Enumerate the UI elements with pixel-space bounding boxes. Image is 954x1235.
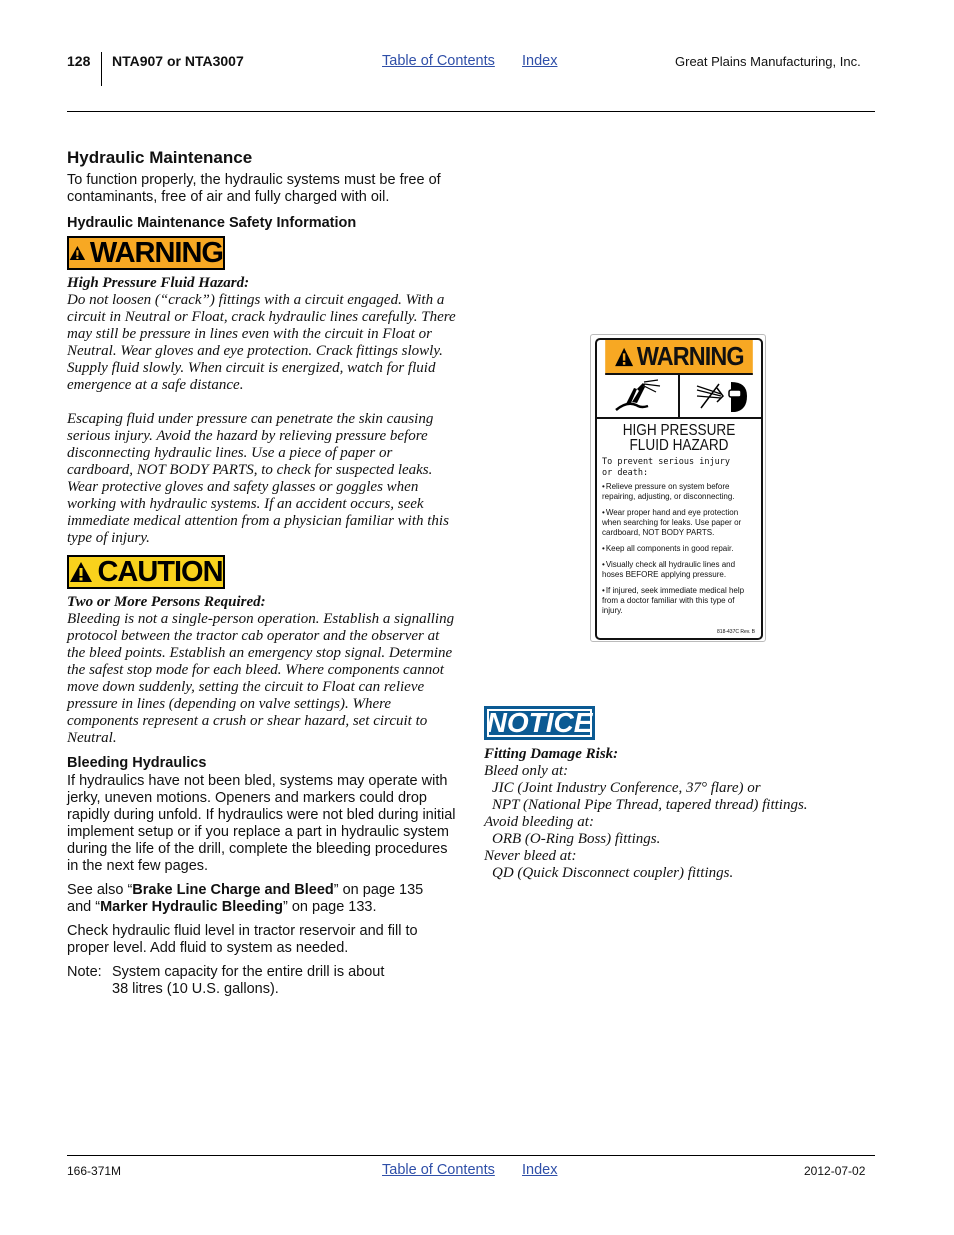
- decal-pictograms: [597, 375, 761, 419]
- header-rule: [67, 111, 875, 112]
- and-prefix: and “: [67, 899, 101, 915]
- part-number: 166-371M: [67, 1164, 122, 1178]
- warning-para-2: Escaping fluid under pressure can penetrate the skin causing serious injury. Avoid the hazard by relieving pressure before disconnecting hydraulic lines. Use a piece of paper or cardboard, NOT BODY PARTS, to check for suspected leaks. Wear protective gloves and safety glasses or goggles when working with hydraulic systems. If an accident occurs, seek immediate medical attention from a physician familiar with this type of injury.: [67, 411, 449, 546]
- note-line-2: 38 litres (10 U.S. gallons).: [112, 981, 279, 997]
- company-name: Great Plains Manufacturing, Inc.: [675, 54, 861, 69]
- ref-brake-suffix: ” on page 135: [333, 882, 424, 898]
- decal-heading-1: HIGH PRESSURE: [622, 422, 736, 439]
- caution-label: CAUTION: [97, 555, 223, 588]
- doc-title: NTA907 or NTA3007: [112, 53, 244, 69]
- section-title: Hydraulic Maintenance: [67, 148, 253, 167]
- footer-date: 2012-07-02: [804, 1164, 866, 1178]
- footer-index-link[interactable]: Index: [522, 1162, 558, 1178]
- decal-heading-2: FLUID HAZARD: [629, 437, 729, 454]
- decal-item: • Keep all components in good repair.: [602, 544, 757, 554]
- eye-protection-icon: [691, 376, 751, 416]
- notice-title: Fitting Damage Risk:: [484, 746, 619, 762]
- decal-signal-label: WARNING: [636, 341, 744, 371]
- caution-signal-word: [67, 555, 225, 589]
- decal-signal-word: [605, 340, 753, 375]
- caution-title: Two or More Persons Required:: [67, 594, 266, 610]
- caution-triangle-icon: [69, 561, 93, 583]
- note: [67, 964, 457, 998]
- decal-heading: [609, 423, 748, 453]
- ref-brake-line[interactable]: Brake Line Charge and Bleed: [132, 882, 334, 898]
- left-column: [67, 148, 457, 998]
- notice-signal-word: NOTICE: [484, 706, 595, 740]
- decal-lead-2: or death:: [602, 468, 649, 478]
- decal-item: • Wear proper hand and eye protection when searching for leaks. Use paper or cardboard, NOT BODY PARTS.: [602, 508, 757, 538]
- decal-pic-hand: [597, 375, 678, 417]
- right-column: [484, 706, 884, 882]
- footer-toc-link[interactable]: Table of Contents: [382, 1162, 495, 1178]
- warning-signal-word: [67, 236, 225, 270]
- notice-orb: ORB (O-Ring Boss) fittings.: [492, 831, 661, 847]
- section-intro: To function properly, the hydraulic systems must be free of contaminants, free of air and fully charged with oil.: [67, 172, 441, 205]
- notice-jic: JIC (Joint Industry Conference, 37° flare) or: [492, 780, 761, 796]
- decal-list: [602, 482, 757, 616]
- header-toc-link[interactable]: Table of Contents: [382, 53, 495, 69]
- notice-npt: NPT (National Pipe Thread, tapered thread) fittings.: [492, 797, 808, 813]
- warning-triangle-icon: [69, 242, 86, 264]
- decal-pic-goggles: [678, 375, 761, 417]
- see-also-para: [67, 882, 457, 916]
- decal-lead: [602, 457, 761, 479]
- decal-item: • If injured, seek immediate medical help from a doctor familiar with this type of injury.: [602, 586, 757, 616]
- note-text: [112, 964, 384, 998]
- note-line-1: System capacity for the entire drill is about: [112, 964, 385, 980]
- bleeding-para-1: If hydraulics have not been bled, systems may operate with jerky, uneven motions. Openers and markers could drop rapidly during unfold. If hydraulics were not bled during initial implement setup or if you replace a part in hydraulic system during the life of the drill, complete the bleeding procedures in the next few pages.: [67, 773, 456, 874]
- fluid-injection-hand-icon: [608, 376, 668, 416]
- footer-rule: [67, 1155, 875, 1156]
- bleeding-heading: Bleeding Hydraulics: [67, 755, 207, 771]
- page-number: 128: [67, 53, 91, 69]
- ref-marker-bleeding[interactable]: Marker Hydraulic Bleeding: [100, 899, 283, 915]
- decal-item: • Visually check all hydraulic lines and hoses BEFORE applying pressure.: [602, 560, 757, 580]
- decal-triangle-icon: [614, 347, 634, 367]
- ref-marker-suffix: ” on page 133.: [282, 899, 377, 915]
- header-divider: [101, 52, 102, 86]
- caution-para: Bleeding is not a single-person operation. Establish a signalling protocol between the tractor cab operator and the observer at the bleed points. Establish an emergency stop signal. Determine the safest stop mode for each bleed. Where components cannot move down suddenly, setting the circuit to Float can relieve pressure in lines (depending on valve settings). Where components represent a crush or shear hazard, set circuit to Neutral.: [67, 611, 455, 746]
- decal-code: 818-437C Rev. B: [717, 629, 755, 635]
- warning-title: High Pressure Fluid Hazard:: [67, 275, 250, 291]
- decal-item: • Relieve pressure on system before repairing, adjusting, or disconnecting.: [602, 482, 757, 502]
- notice-qd: QD (Quick Disconnect coupler) fittings.: [492, 865, 734, 881]
- warning-para-1: Do not loosen (“crack”) fittings with a circuit engaged. With a circuit in Neutral or Float, crack hydraulic lines carefully. There may still be pressure in lines even with the circuit in Float or Neutral. Wear gloves and eye protection. Crack fittings slowly. Supply fluid slowly. When circuit is energized, watch for fluid emergence at a safe distance.: [67, 292, 456, 393]
- bleeding-para-3: Check hydraulic fluid level in tractor reservoir and fill to proper level. Add fluid to system as needed.: [67, 923, 418, 956]
- notice-never: Never bleed at:: [484, 848, 577, 864]
- notice-avoid: Avoid bleeding at:: [484, 814, 594, 830]
- header-index-link[interactable]: Index: [522, 53, 558, 69]
- safety-heading: Hydraulic Maintenance Safety Information: [67, 215, 357, 231]
- warning-decal-image: [590, 334, 766, 642]
- decal-frame: [595, 338, 763, 640]
- decal-lead-1: To prevent serious injury: [602, 457, 730, 467]
- note-label: Note:: [67, 964, 102, 980]
- notice-bleed-only: Bleed only at:: [484, 763, 569, 779]
- warning-label: WARNING: [89, 236, 223, 269]
- see-also-prefix: See also “: [67, 882, 133, 898]
